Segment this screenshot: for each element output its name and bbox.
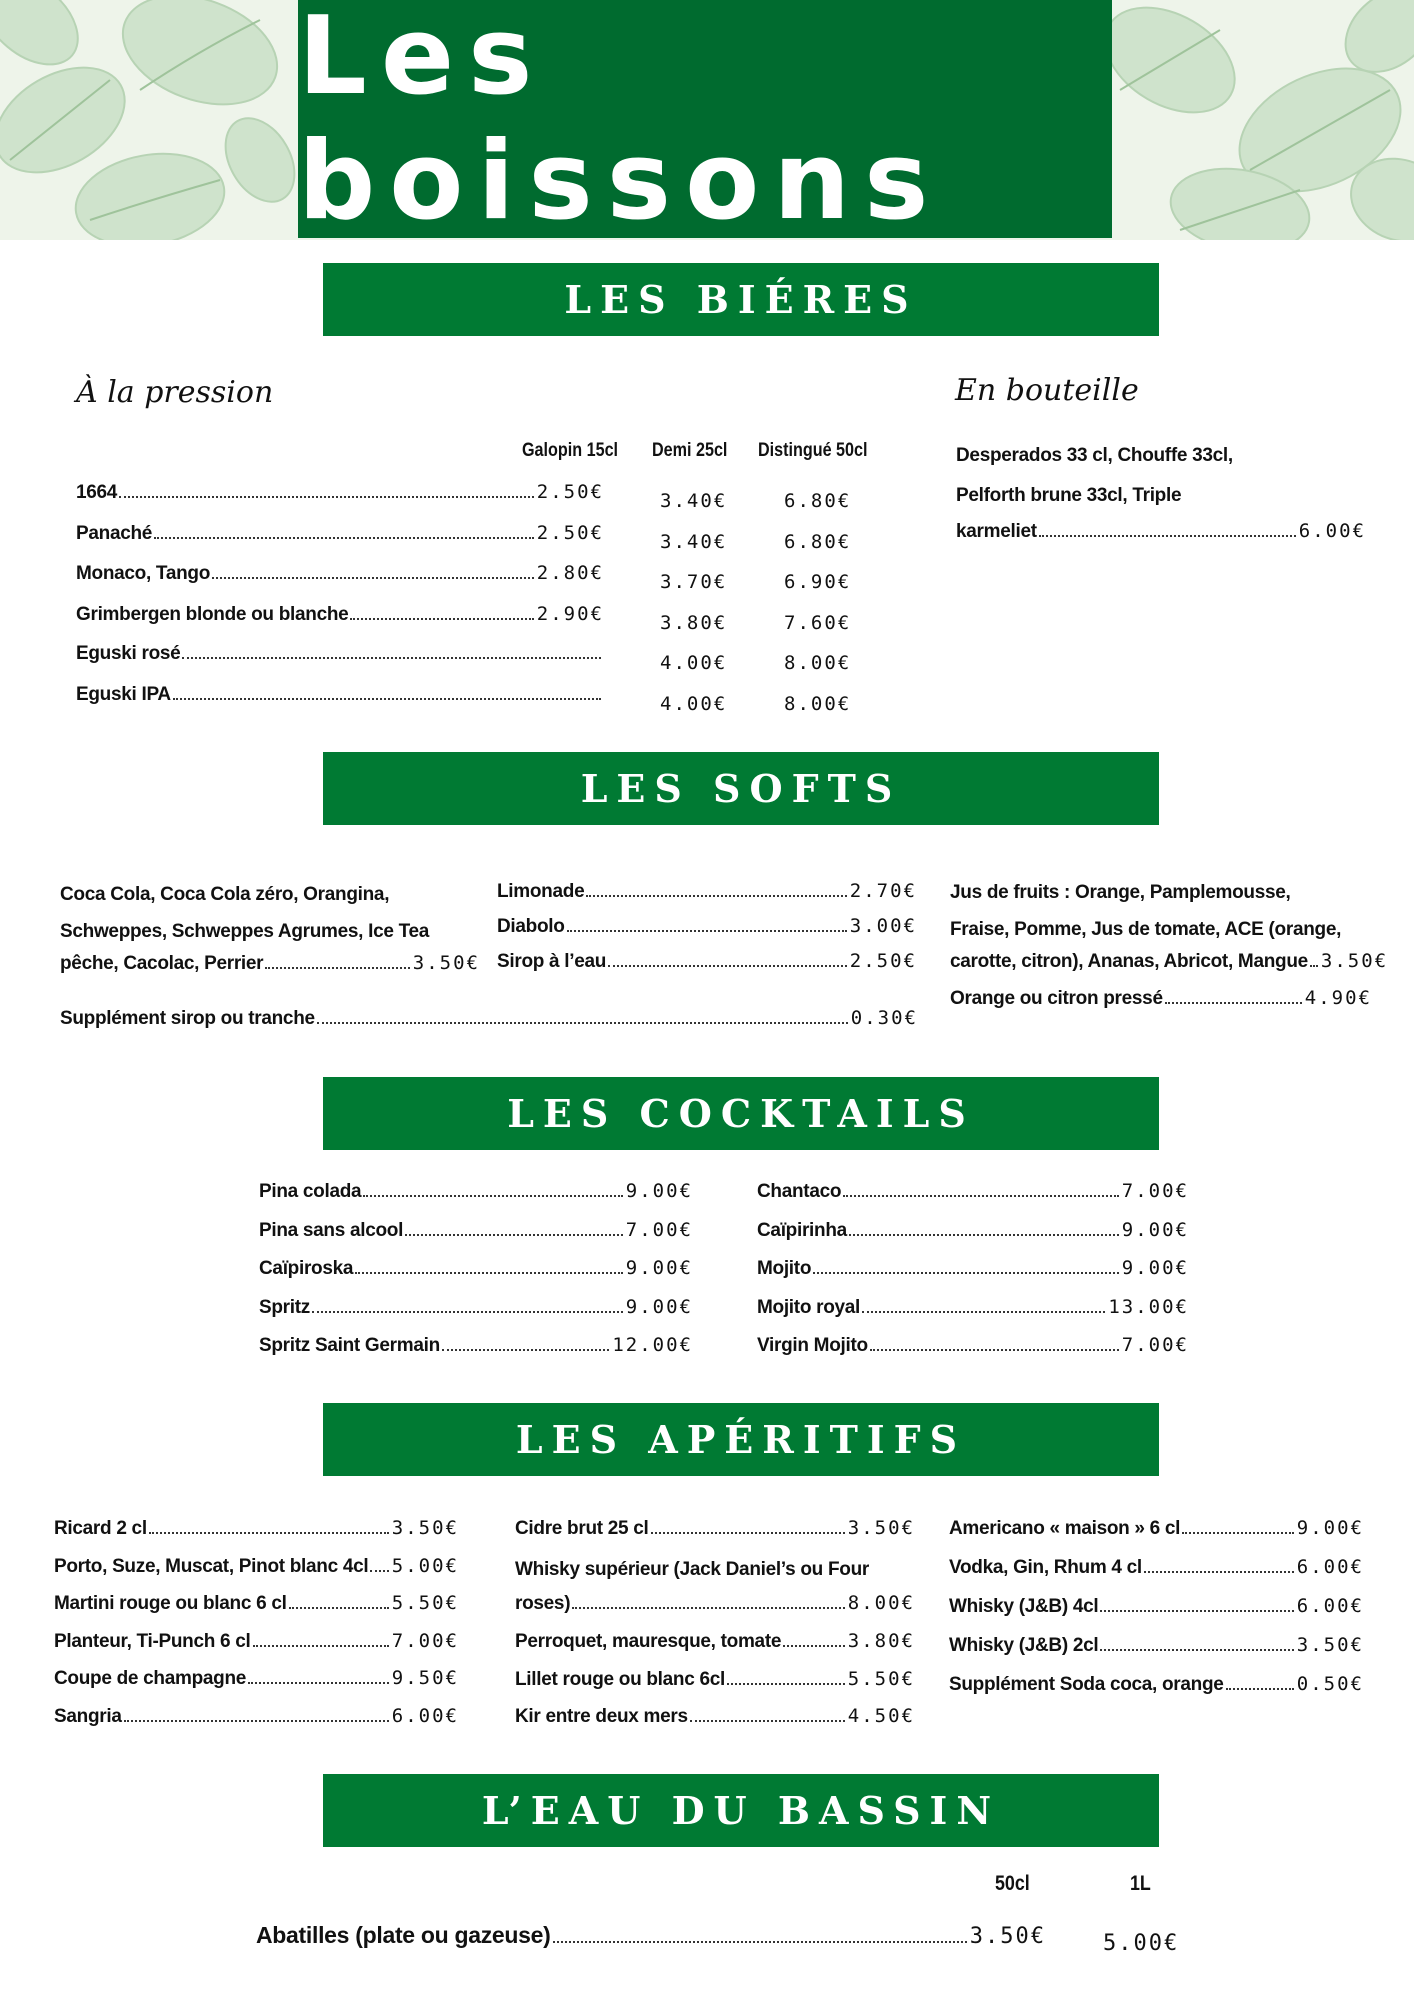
list-item (497, 950, 917, 988)
item-name: Whisky (J&B) 2cl (949, 1635, 1099, 1656)
item-name: karmeliet (956, 521, 1037, 542)
list-item (950, 950, 1389, 988)
item-price: 2.70€ (849, 880, 917, 902)
softs-text-line: Jus de fruits : Orange, Pamplemousse, (950, 882, 1291, 903)
item-name: Abatilles (plate ou gazeuse) (256, 1922, 551, 1948)
item-price: 13.00€ (1108, 1295, 1189, 1318)
list-item (956, 520, 1366, 558)
item-name: Ricard 2 cl (54, 1518, 147, 1539)
dot-leader (1226, 1688, 1294, 1690)
list-item (76, 684, 604, 722)
dot-leader (154, 537, 534, 539)
item-price: 4.00€ (660, 692, 728, 715)
dot-leader (1100, 1610, 1293, 1612)
dot-leader (727, 1683, 845, 1685)
dot-leader (862, 1311, 1105, 1313)
list-item (259, 1296, 693, 1334)
column-header-1l: 1L (1130, 1872, 1151, 1895)
item-price: 6.00€ (391, 1704, 459, 1727)
item-price: 5.50€ (391, 1592, 459, 1614)
list-item (259, 1334, 693, 1372)
dot-leader (1310, 965, 1318, 967)
item-name: Porto, Suze, Muscat, Pinot blanc 4cl (54, 1555, 369, 1577)
item-price: 3.00€ (849, 915, 917, 937)
section-banner-bieres: LES BIÉRES (323, 263, 1159, 336)
dot-leader (253, 1645, 389, 1647)
list-item (54, 1555, 459, 1593)
dot-leader (248, 1682, 389, 1684)
list-item (60, 952, 480, 990)
list-item (950, 987, 1372, 1025)
item-price: 2.90€ (536, 602, 604, 625)
item-price: 7.60€ (784, 611, 852, 634)
dot-leader (370, 1570, 388, 1572)
dot-leader (182, 657, 601, 659)
item-name: Whisky (J&B) 4cl (949, 1596, 1099, 1617)
item-price: 2.50€ (536, 521, 604, 544)
item-price: 9.00€ (1121, 1257, 1189, 1279)
dot-leader (1039, 535, 1296, 537)
item-price: 3.50€ (1296, 1634, 1364, 1656)
item-price: 3.50€ (847, 1517, 915, 1539)
dot-leader (608, 965, 847, 967)
item-price-1l: 5.00€ (1103, 1931, 1180, 1956)
item-name: Perroquet, mauresque, tomate (515, 1631, 782, 1652)
list-item (949, 1517, 1364, 1555)
item-price: 5.50€ (847, 1667, 915, 1690)
dot-leader (651, 1532, 845, 1534)
section-banner-aperitifs: LES APÉRITIFS (323, 1403, 1159, 1476)
item-price: 6.00€ (1298, 520, 1366, 542)
item-name: Supplément Soda coca, orange (949, 1674, 1224, 1695)
item-name: roses) (515, 1593, 571, 1614)
item-name: Chantaco (757, 1181, 842, 1202)
item-name: Vodka, Gin, Rhum 4 cl (949, 1557, 1142, 1578)
item-price: 4.90€ (1304, 987, 1372, 1009)
dot-leader (312, 1311, 623, 1313)
list-item (949, 1595, 1364, 1633)
item-price: 4.50€ (847, 1705, 915, 1727)
item-name: Americano « maison » 6 cl (949, 1518, 1181, 1539)
item-price: 9.00€ (625, 1295, 693, 1318)
item-name: carotte, citron), Ananas, Abricot, Mangue (950, 951, 1308, 972)
dot-leader (317, 1022, 848, 1024)
item-price: 12.00€ (612, 1334, 693, 1356)
list-item (76, 603, 604, 641)
list-item (757, 1334, 1189, 1372)
item-name: Spritz Saint Germain (259, 1335, 440, 1356)
dot-leader (1100, 1649, 1293, 1651)
list-item (76, 522, 604, 560)
item-price: 8.00€ (847, 1592, 915, 1614)
list-item (515, 1705, 915, 1743)
section-banner-cocktails: LES COCKTAILS (323, 1077, 1159, 1150)
item-price: 3.50€ (391, 1517, 459, 1539)
dot-leader (553, 1941, 967, 1943)
dot-leader (843, 1195, 1119, 1197)
item-price: 3.40€ (660, 530, 728, 553)
item-name: Monaco, Tango (76, 563, 211, 584)
item-price: 6.00€ (1296, 1556, 1364, 1578)
dot-leader (350, 618, 533, 620)
dot-leader (1182, 1532, 1294, 1534)
item-price: 8.00€ (784, 652, 852, 674)
list-item (76, 562, 604, 600)
list-item (76, 481, 604, 519)
dot-leader (265, 967, 410, 969)
list-item (757, 1296, 1189, 1334)
item-price: 5.00€ (391, 1554, 459, 1577)
item-name: Caïpirinha (757, 1219, 847, 1241)
item-price: 7.00€ (1121, 1180, 1189, 1202)
dot-leader (586, 895, 846, 897)
column-header-galopin: Galopin 15cl (522, 440, 619, 461)
bouteille-text-line: Pelforth brune 33cl, Triple (956, 485, 1182, 506)
dot-leader (212, 577, 534, 579)
bouteille-text-line: Desperados 33 cl, Chouffe 33cl, (956, 445, 1233, 466)
item-price: 3.40€ (660, 490, 728, 512)
column-header-distingue: Distingué 50cl (758, 440, 868, 461)
item-name: Kir entre deux mers (515, 1706, 688, 1727)
item-price: 6.00€ (1296, 1595, 1364, 1617)
item-name: Planteur, Ti-Punch 6 cl (54, 1630, 251, 1652)
item-name: pêche, Cacolac, Perrier (60, 953, 264, 974)
dot-leader (405, 1234, 623, 1236)
item-name: Panaché (76, 522, 153, 544)
item-price: 3.80€ (660, 611, 728, 634)
list-item (54, 1630, 459, 1668)
item-name: Virgin Mojito (757, 1335, 868, 1356)
title-banner (298, 0, 1112, 244)
item-price: 3.50€ (969, 1924, 1046, 1949)
dot-leader (355, 1272, 623, 1274)
dot-leader (572, 1607, 845, 1609)
section-banner-softs: LES SOFTS (323, 752, 1159, 825)
list-item (256, 1922, 1046, 1960)
item-price: 6.80€ (784, 490, 852, 512)
item-name: Eguski rosé (76, 643, 181, 664)
list-item (757, 1257, 1189, 1295)
list-item (515, 1592, 915, 1630)
list-item (259, 1180, 693, 1218)
item-price: 0.50€ (1296, 1673, 1364, 1695)
item-price: 9.00€ (1121, 1218, 1189, 1241)
item-name: Lillet rouge ou blanc 6cl (515, 1668, 725, 1690)
item-price: 3.50€ (412, 952, 480, 974)
list-item (515, 1668, 915, 1706)
item-name: Coupe de champagne (54, 1668, 247, 1689)
dot-leader (289, 1607, 389, 1609)
list-item (757, 1180, 1189, 1218)
item-name: Sirop à l’eau (497, 951, 607, 972)
page-title: Les boissons (298, 0, 943, 244)
dot-leader (1144, 1571, 1294, 1573)
dot-leader (870, 1349, 1119, 1351)
item-price: 3.50€ (1320, 950, 1389, 972)
item-price: 4.00€ (660, 652, 728, 674)
item-name: Pina colada (259, 1181, 362, 1202)
item-name: Pina sans alcool (259, 1219, 404, 1241)
item-price: 2.50€ (536, 481, 604, 503)
item-price: 0.30€ (850, 1007, 918, 1029)
item-price: 7.00€ (625, 1218, 693, 1241)
item-name: 1664 (76, 482, 118, 503)
bouteille-label: En bouteille (955, 373, 1139, 408)
item-price: 2.50€ (849, 950, 917, 972)
item-name: Sangria (54, 1705, 122, 1727)
list-item (757, 1219, 1189, 1257)
dot-leader (119, 496, 534, 498)
item-name: Caïpiroska (259, 1258, 354, 1279)
list-item (949, 1634, 1364, 1672)
section-banner-eau: L’EAU DU BASSIN (323, 1774, 1159, 1847)
item-price: 9.00€ (625, 1257, 693, 1279)
column-header-50cl: 50cl (995, 1872, 1030, 1895)
list-item (515, 1630, 915, 1668)
item-name: Orange ou citron pressé (950, 988, 1163, 1009)
list-item (949, 1673, 1364, 1711)
list-item (54, 1705, 459, 1743)
dot-leader (813, 1272, 1119, 1274)
item-price: 9.00€ (625, 1180, 693, 1202)
dot-leader (173, 698, 601, 700)
dot-leader (783, 1645, 845, 1647)
item-name: Spritz (259, 1296, 310, 1318)
list-item (259, 1219, 693, 1257)
softs-text-line: Fraise, Pomme, Jus de tomate, ACE (orange, (950, 919, 1342, 940)
item-name: Mojito (757, 1258, 812, 1279)
item-name: Limonade (497, 881, 585, 902)
dot-leader (567, 930, 847, 932)
item-name: Martini rouge ou blanc 6 cl (54, 1593, 287, 1614)
list-item (515, 1517, 915, 1555)
pression-label: À la pression (76, 375, 274, 410)
dot-leader (363, 1195, 623, 1197)
softs-text-line: Schweppes, Schweppes Agrumes, Ice Tea (60, 921, 430, 942)
item-price: 3.80€ (847, 1630, 915, 1652)
list-item (54, 1667, 459, 1705)
item-price: 8.00€ (784, 692, 852, 715)
item-price: 7.00€ (391, 1629, 459, 1652)
list-item (497, 915, 917, 953)
softs-text-line: Coca Cola, Coca Cola zéro, Orangina, (60, 884, 390, 905)
column-header-demi: Demi 25cl (652, 440, 728, 461)
dot-leader (442, 1349, 609, 1351)
item-price: 2.80€ (536, 562, 604, 584)
item-name: Grimbergen blonde ou blanche (76, 603, 349, 625)
item-name: Mojito royal (757, 1296, 861, 1318)
item-name: Diabolo (497, 916, 565, 937)
dot-leader (149, 1532, 389, 1534)
dot-leader (124, 1720, 389, 1722)
item-name: Supplément sirop ou tranche (60, 1008, 315, 1029)
list-item (60, 1007, 918, 1045)
item-price: 6.90€ (784, 571, 852, 593)
list-item (259, 1257, 693, 1295)
item-price: 6.80€ (784, 530, 852, 553)
item-name: Eguski IPA (76, 683, 171, 705)
dot-leader (1165, 1002, 1302, 1004)
list-item (54, 1592, 459, 1630)
dot-leader (849, 1234, 1119, 1236)
dot-leader (690, 1720, 845, 1722)
item-price: 3.70€ (660, 571, 728, 593)
item-price: 7.00€ (1121, 1334, 1189, 1356)
aperitif-text-line: Whisky supérieur (Jack Daniel’s ou Four (515, 1559, 869, 1580)
list-item (497, 880, 917, 918)
list-item (949, 1556, 1364, 1594)
item-price: 9.50€ (391, 1667, 459, 1689)
list-item (54, 1517, 459, 1555)
item-name: Cidre brut 25 cl (515, 1518, 649, 1539)
list-item (76, 643, 604, 681)
item-price: 9.00€ (1296, 1517, 1364, 1539)
